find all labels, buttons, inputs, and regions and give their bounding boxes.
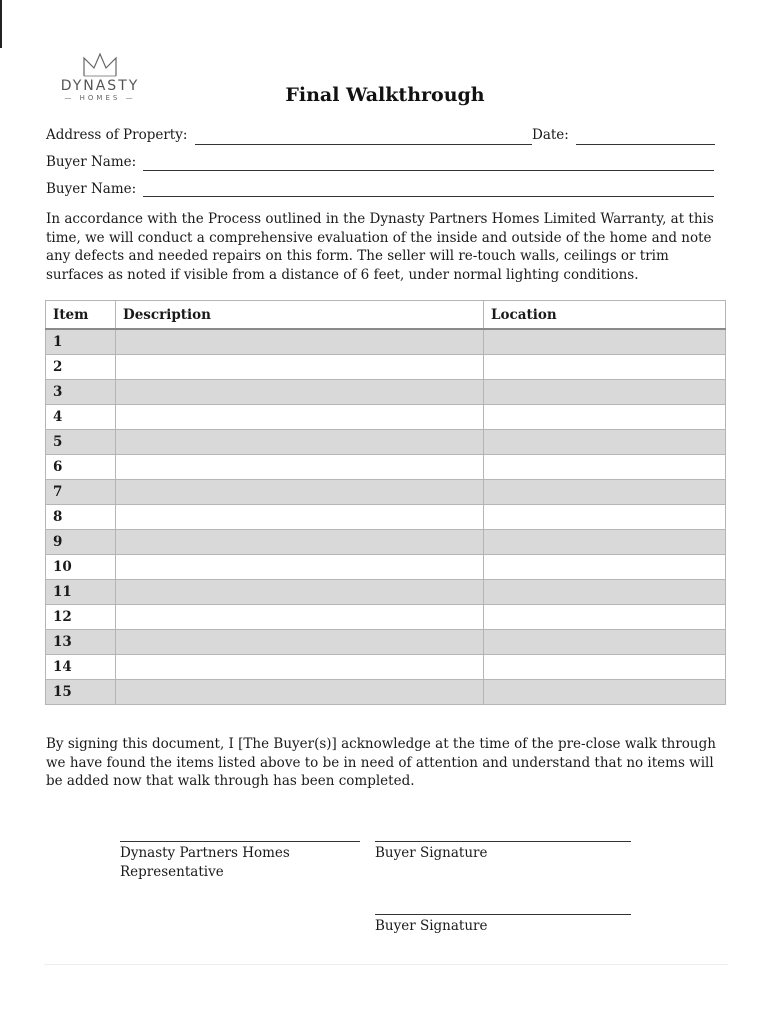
table-row [46, 480, 726, 505]
location-cell[interactable] [484, 480, 726, 505]
description-cell[interactable] [116, 405, 484, 430]
item-number: 5 [46, 430, 116, 455]
item-number: 2 [46, 355, 116, 380]
description-cell[interactable] [116, 580, 484, 605]
crown-icon [80, 52, 120, 78]
buyer-signature-line-1[interactable] [375, 841, 631, 842]
table-row [46, 655, 726, 680]
header-location: Location [484, 301, 726, 330]
table-body [46, 329, 726, 705]
item-number: 14 [46, 655, 116, 680]
item-number: 6 [46, 455, 116, 480]
table-row [46, 455, 726, 480]
table-row [46, 680, 726, 705]
item-number: 1 [46, 329, 116, 355]
date-label: Date: [532, 127, 569, 143]
table-row [46, 380, 726, 405]
item-number: 4 [46, 405, 116, 430]
buyer-signature-label-2: Buyer Signature [375, 918, 488, 934]
page-edge-marker [0, 0, 2, 48]
item-number: 11 [46, 580, 116, 605]
buyer-signature-line-2[interactable] [375, 914, 631, 915]
location-cell[interactable] [484, 630, 726, 655]
location-cell[interactable] [484, 455, 726, 480]
date-field[interactable] [576, 144, 715, 145]
location-cell[interactable] [484, 380, 726, 405]
item-number: 15 [46, 680, 116, 705]
buyer-name-label-2: Buyer Name: [46, 181, 137, 197]
logo-sub: — HOMES — [64, 94, 136, 102]
address-label: Address of Property: [46, 127, 188, 143]
location-cell[interactable] [484, 530, 726, 555]
description-cell[interactable] [116, 530, 484, 555]
address-field[interactable] [195, 144, 532, 145]
item-number: 13 [46, 630, 116, 655]
location-cell[interactable] [484, 655, 726, 680]
location-cell[interactable] [484, 329, 726, 355]
intro-paragraph: In accordance with the Process outlined in the Dynasty Partners Homes Limited Warranty, at this time, we will conduct a comprehensive evaluation of the inside and outside of the home and note any defects and needed repairs on this form. The seller will re-touch walls, ceilings or trim surfaces as noted if visible from a distance of 6 feet, under normal lighting conditions. [46, 211, 714, 283]
item-number: 10 [46, 555, 116, 580]
item-number: 3 [46, 380, 116, 405]
buyer-name-field-2[interactable] [143, 196, 714, 197]
description-cell[interactable] [116, 355, 484, 380]
rep-signature-line[interactable] [120, 841, 360, 842]
location-cell[interactable] [484, 605, 726, 630]
table-row [46, 355, 726, 380]
logo-name: DYNASTY [60, 78, 140, 94]
item-number: 12 [46, 605, 116, 630]
rep-signature-label: Dynasty Partners Homes Representative [120, 845, 290, 880]
table-row [46, 405, 726, 430]
description-cell[interactable] [116, 430, 484, 455]
table-row [46, 555, 726, 580]
location-cell[interactable] [484, 355, 726, 380]
description-cell[interactable] [116, 455, 484, 480]
table-header-row [46, 301, 726, 330]
description-cell[interactable] [116, 680, 484, 705]
description-cell[interactable] [116, 505, 484, 530]
walkthrough-table [45, 300, 726, 705]
table-row [46, 530, 726, 555]
item-number: 9 [46, 530, 116, 555]
buyer-signature-label-1: Buyer Signature [375, 845, 488, 861]
buyer-name-label-1: Buyer Name: [46, 154, 137, 170]
location-cell[interactable] [484, 430, 726, 455]
location-cell[interactable] [484, 505, 726, 530]
table-row [46, 505, 726, 530]
header-item: Item [46, 301, 116, 330]
page-title: Final Walkthrough [285, 84, 485, 106]
location-cell[interactable] [484, 580, 726, 605]
description-cell[interactable] [116, 555, 484, 580]
footer-divider [44, 964, 728, 965]
description-cell[interactable] [116, 605, 484, 630]
item-number: 8 [46, 505, 116, 530]
table-row [46, 430, 726, 455]
location-cell[interactable] [484, 405, 726, 430]
description-cell[interactable] [116, 655, 484, 680]
buyer-name-field-1[interactable] [143, 170, 714, 171]
location-cell[interactable] [484, 680, 726, 705]
description-cell[interactable] [116, 630, 484, 655]
description-cell[interactable] [116, 329, 484, 355]
table-row [46, 329, 726, 355]
description-cell[interactable] [116, 480, 484, 505]
item-number: 7 [46, 480, 116, 505]
location-cell[interactable] [484, 555, 726, 580]
header-description: Description [116, 301, 484, 330]
table-row [46, 630, 726, 655]
acknowledgement-paragraph: By signing this document, I [The Buyer(s)] acknowledge at the time of the pre-close walk through we have found the items listed above to be in need of attention and understand that no items will be added now that walk through has been completed. [46, 736, 716, 789]
description-cell[interactable] [116, 380, 484, 405]
table-row [46, 605, 726, 630]
table-row [46, 580, 726, 605]
